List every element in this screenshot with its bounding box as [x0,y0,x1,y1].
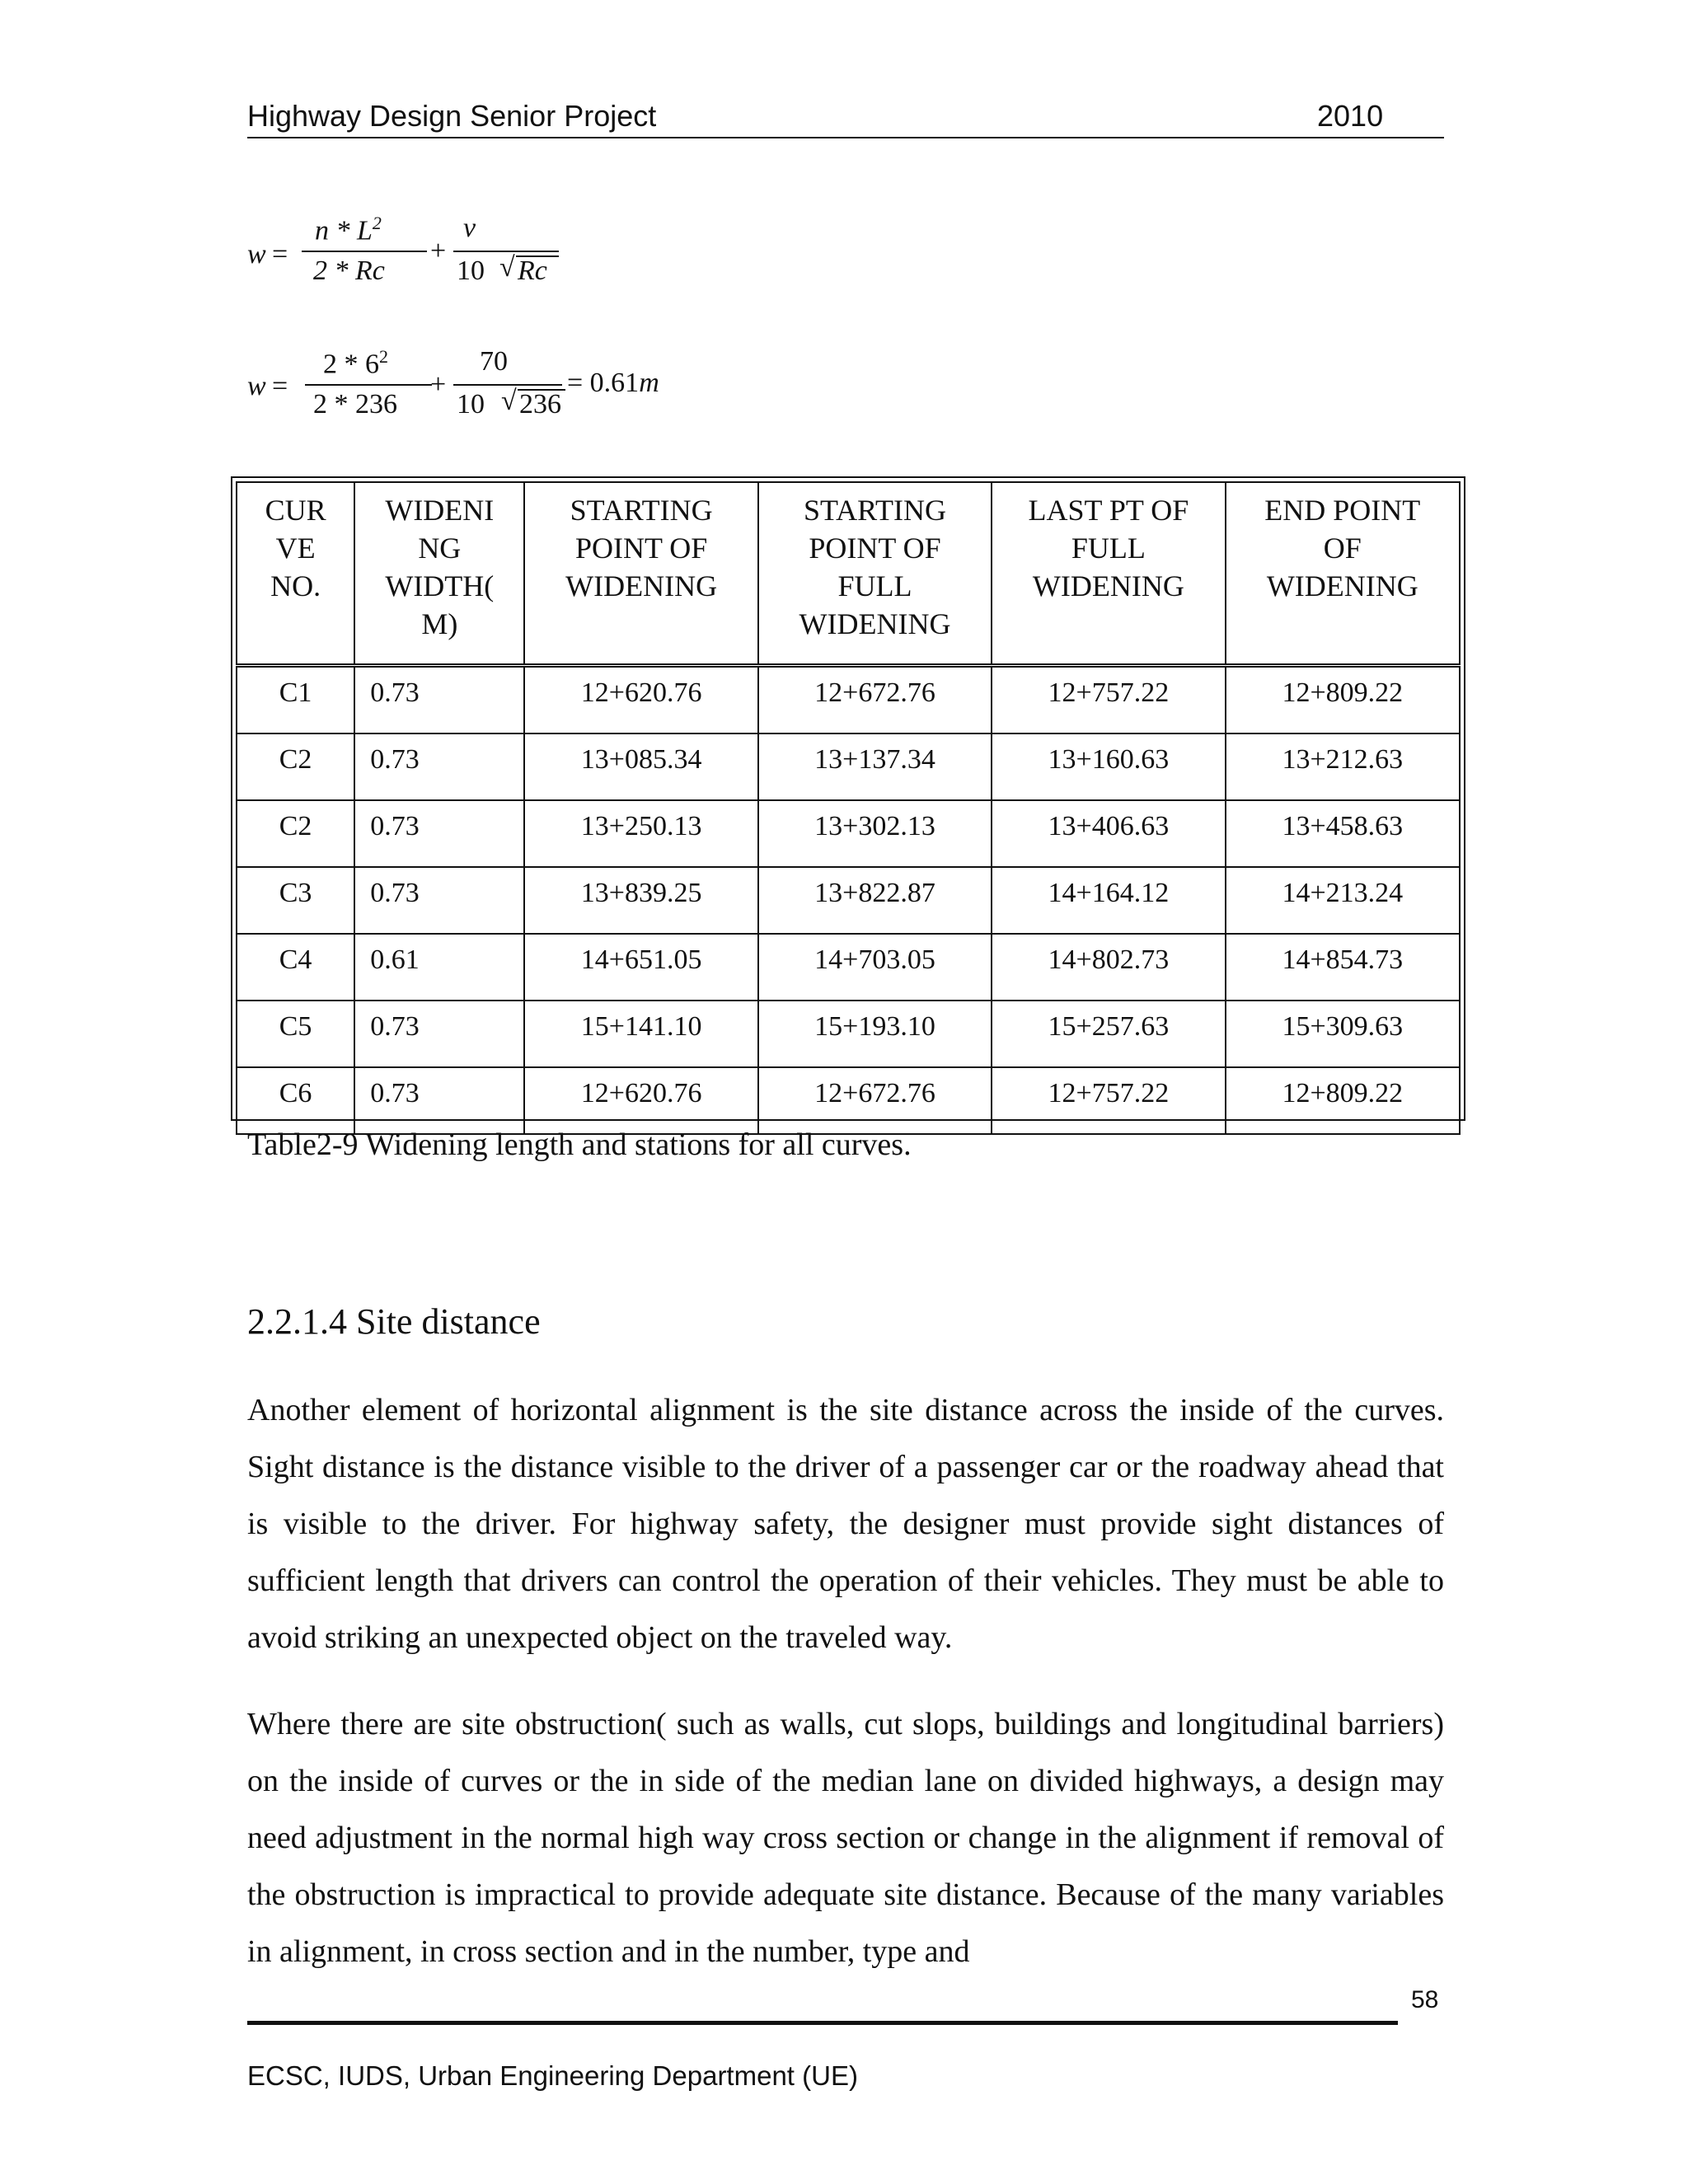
header-year: 2010 [1317,99,1384,133]
table-cell: C5 [237,1001,354,1067]
table-cell: 12+620.76 [524,1067,757,1134]
column-header-line: WIDENI [385,494,495,527]
table-cell: 13+406.63 [992,800,1225,867]
table-row [237,800,1460,867]
table-cell: 12+672.76 [758,666,992,734]
column-header-line: END POINT [1264,494,1421,527]
column-header-line: VE [275,532,316,565]
table-cell: 13+212.63 [1226,733,1460,800]
footer-rule [247,2021,1398,2025]
table-cell: 12+809.22 [1226,666,1460,734]
table-row [237,934,1460,1001]
table-cell: 14+802.73 [992,934,1225,1001]
table-cell: 0.73 [354,666,524,734]
table-cell: 14+164.12 [992,867,1225,934]
table-cell: 15+141.10 [524,1001,757,1067]
paragraph-2: Where there are site obstruction( such as walls, cut slops, buildings and longitudinal barriers) on the inside of curves or the in side of the median lane on divided highways, a design may need adjustment in the normal high way cross section or change in the alignment if removal of the obstruction is impractical to provide adequate site distance. Because of the many variables in alignment, in cross section and in the number, type and [247,1707,1444,1969]
table-cell: 13+839.25 [524,867,757,934]
table-cell: 13+160.63 [992,733,1225,800]
sqrt-icon: √ [501,386,517,416]
formula-plus: + [430,369,447,400]
table-cell: 0.73 [354,867,524,934]
column-header [237,482,354,666]
formula-denominator-1: 2 * Rc [313,255,385,286]
header-title: Highway Design Senior Project [247,99,657,133]
table-cell: 0.73 [354,1001,524,1067]
header-rule [247,137,1444,138]
fraction-bar [305,384,432,386]
table-cell: 12+757.22 [992,1067,1225,1134]
table-cell: 13+302.13 [758,800,992,867]
table-cell: 12+809.22 [1226,1067,1460,1134]
table-cell: 14+703.05 [758,934,992,1001]
column-header-line: WIDENING [799,607,951,640]
formula-numerator-2: v [463,213,476,243]
table-cell: 0.73 [354,1067,524,1134]
table-cell: 12+620.76 [524,666,757,734]
table-row [237,1067,1460,1134]
column-header-line: STARTING [804,494,946,527]
column-header-line: POINT OF [574,532,708,565]
formula-plus: + [430,236,447,266]
column-header-line: POINT OF [809,532,941,565]
table-cell: 12+672.76 [758,1067,992,1134]
column-header-line: CUR [265,494,326,527]
sqrt-icon: √ [499,252,515,283]
column-header-line: OF [1323,532,1362,565]
table-cell: C3 [237,867,354,934]
table-cell: 15+193.10 [758,1001,992,1067]
table-cell: 15+257.63 [992,1001,1225,1067]
column-header [1226,482,1460,666]
section-heading: 2.2.1.4 Site distance [247,1301,541,1342]
formula-numerator-2: 70 [480,346,508,377]
formula-result: = 0.61m [567,368,659,398]
table-cell: 13+250.13 [524,800,757,867]
formula-denominator-2-coef: 10 [457,389,485,419]
table-cell: 13+822.87 [758,867,992,934]
table-cell: 14+213.24 [1226,867,1460,934]
formula-denominator-2-root: Rc [518,255,547,286]
table-cell: 14+854.73 [1226,934,1460,1001]
formula-denominator-1: 2 * 236 [313,389,397,419]
table-cell: 12+757.22 [992,666,1225,734]
column-header-line: WIDTH( [385,569,495,602]
table-cell: 13+137.34 [758,733,992,800]
table-cell: 0.73 [354,800,524,867]
column-header [524,482,757,666]
column-header [992,482,1225,666]
table-header-row [237,482,1460,666]
table-row [237,733,1460,800]
table-cell: C2 [237,733,354,800]
column-header [354,482,524,666]
table-cell: 15+309.63 [1226,1001,1460,1067]
column-header-line: NG [418,532,462,565]
column-header-line: NO. [270,569,321,602]
table-row [237,666,1460,734]
table-cell: C1 [237,666,354,734]
column-header-line: FULL [837,569,912,602]
table-cell: C4 [237,934,354,1001]
widening-table [236,481,1461,1135]
formula-equals: = [272,239,288,269]
column-header [758,482,992,666]
footer-text: ECSC, IUDS, Urban Engineering Department (UE) [247,2060,858,2091]
fraction-bar [302,251,427,252]
column-header-line: WIDENING [1266,569,1418,602]
formula-lhs: w [247,239,266,269]
table-row [237,1001,1460,1067]
page-number: 58 [1411,1986,1439,2013]
table-cell: 14+651.05 [524,934,757,1001]
formula-lhs: w [247,371,266,401]
table-cell: C2 [237,800,354,867]
formula-equals: = [272,371,288,401]
formula-denominator-2-coef: 10 [457,255,485,286]
widening-table-frame [231,476,1465,1121]
column-header-line: LAST PT OF [1028,494,1189,527]
table-cell: 13+458.63 [1226,800,1460,867]
table-body [237,666,1460,1135]
column-header-line: M) [421,607,458,640]
table-cell: 0.73 [354,733,524,800]
table-cell: 0.61 [354,934,524,1001]
formula-numerator-1: $2 * 6^2$ [323,346,388,380]
table-cell: C6 [237,1067,354,1134]
column-header-line: STARTING [570,494,713,527]
formula-numerator-1: n * $L^2$ [315,213,382,246]
column-header-line: WIDENING [1032,569,1184,602]
column-header-line: FULL [1071,532,1146,565]
table-cell: 13+085.34 [524,733,757,800]
table-row [237,867,1460,934]
paragraph-1: Another element of horizontal alignment is the site distance across the inside of the curves. Sight distance is the distance visible to the driver of a passenger car or the roadway ahead that is visible to the driver. For highway safety, the designer must provide sight distances of sufficient length that drivers can control the operation of their vehicles. They must be able to avoid striking an unexpected object on the traveled way. [247,1393,1444,1655]
table-caption: Table2-9 Widening length and stations for all curves. [247,1127,912,1162]
formula-denominator-2-root: 236 [519,389,561,419]
column-header-line: WIDENING [565,569,718,602]
